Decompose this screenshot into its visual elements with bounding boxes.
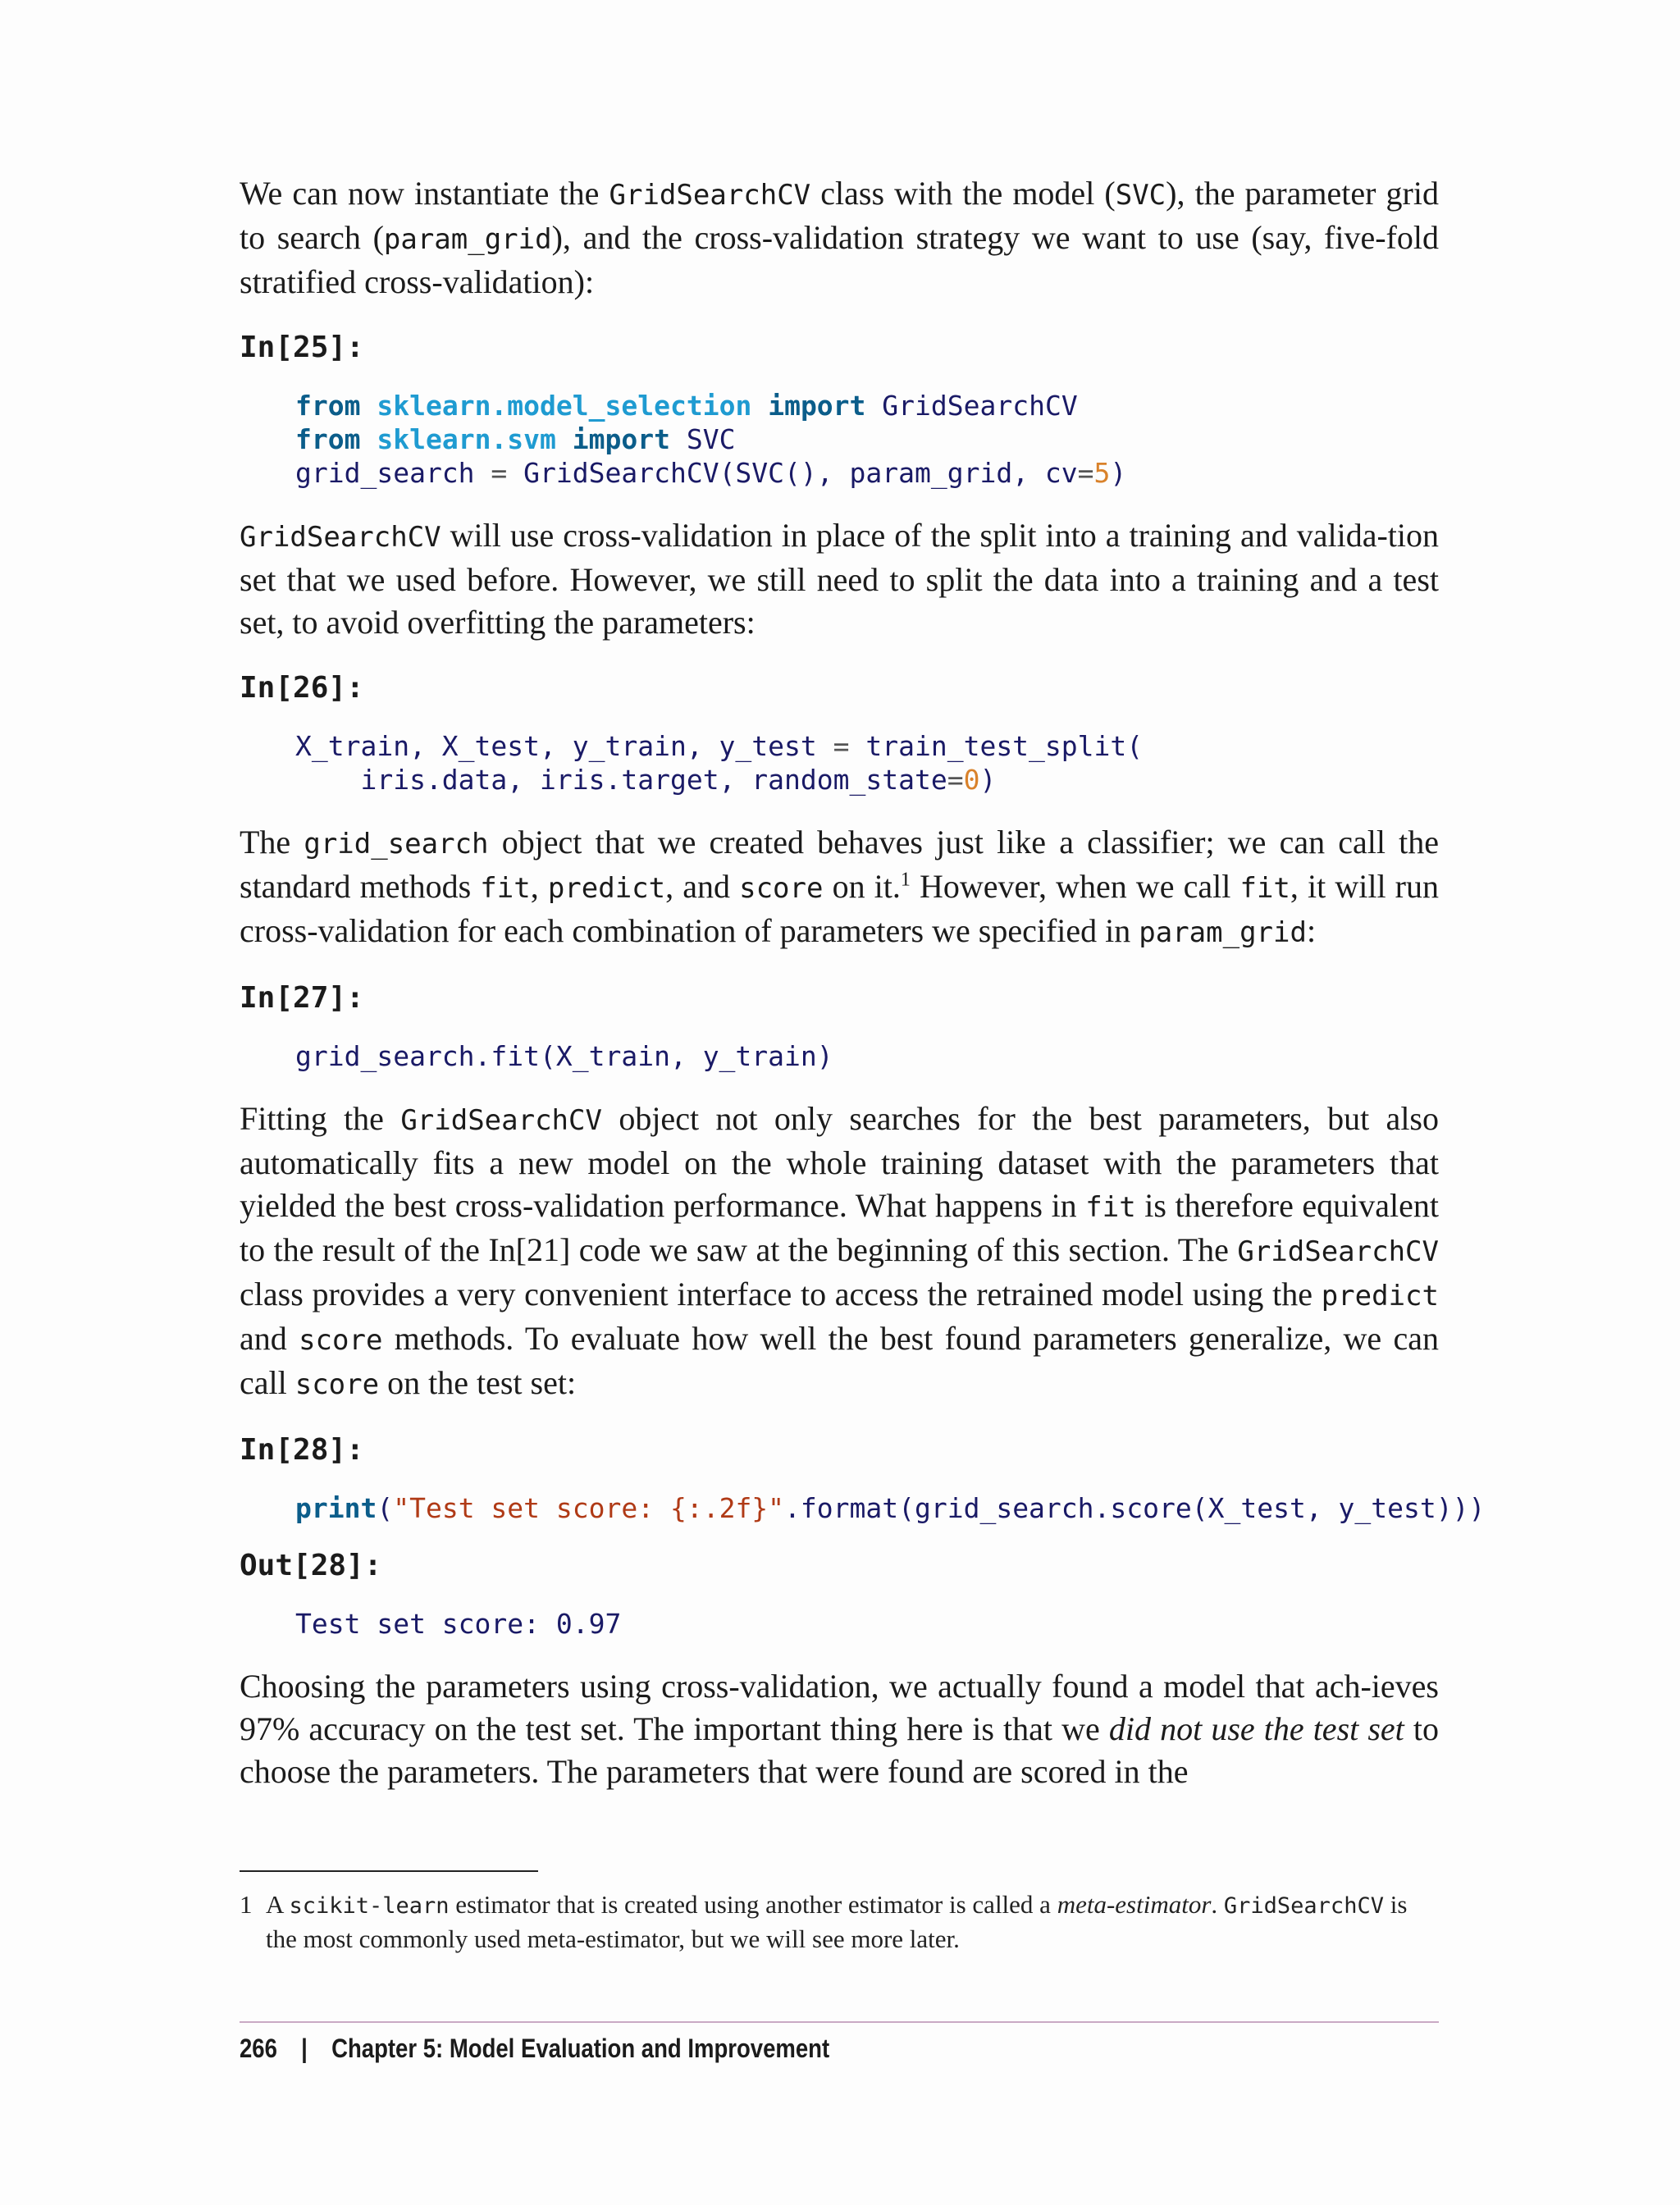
keyword: import bbox=[572, 423, 670, 455]
string-literal: "Test set score: {:.2f}" bbox=[393, 1492, 785, 1524]
code-text: grid_search.fit(X_train, y_train) bbox=[295, 1040, 833, 1072]
footnote-ref[interactable]: 1 bbox=[900, 869, 911, 891]
inline-code: predict bbox=[547, 872, 666, 905]
inline-code: scikit-learn bbox=[289, 1893, 450, 1919]
inline-code: SVC bbox=[1115, 179, 1166, 212]
text: The bbox=[240, 824, 304, 861]
inline-code: fit bbox=[480, 872, 531, 905]
inline-code: GridSearchCV bbox=[1237, 1235, 1439, 1268]
text: Fitting the bbox=[240, 1100, 401, 1137]
text: and bbox=[240, 1320, 299, 1357]
keyword: print bbox=[295, 1492, 377, 1524]
emphasis: meta-estimator bbox=[1057, 1890, 1212, 1919]
code-text: iris.data, iris.target, random_state bbox=[295, 764, 947, 796]
footnote-line-2: the most commonly used meta-estimator, but we will see more later. bbox=[266, 1924, 960, 1953]
cell-label-in28: In[28]: bbox=[240, 1433, 364, 1467]
inline-code: GridSearchCV bbox=[240, 521, 441, 554]
inline-code: GridSearchCV bbox=[609, 179, 811, 212]
output-block-out28 bbox=[240, 1607, 1439, 1641]
module-name: sklearn.svm bbox=[377, 423, 556, 455]
inline-code: GridSearchCV bbox=[400, 1104, 602, 1137]
text: . bbox=[1211, 1890, 1224, 1919]
text: : bbox=[1306, 912, 1317, 949]
page-number: 266 bbox=[240, 2034, 277, 2063]
paragraph-choosing bbox=[240, 1665, 1439, 1793]
text: methods. To evaluate how well the best found parameters generalize, we can call bbox=[240, 1320, 1439, 1401]
inline-code: score bbox=[299, 1324, 383, 1357]
paragraph-gridsearchcv bbox=[240, 514, 1439, 644]
number-literal: 5 bbox=[1093, 457, 1111, 489]
cell-label-in25: In[25]: bbox=[240, 331, 364, 364]
inline-code: predict bbox=[1321, 1280, 1439, 1312]
cell-label-in26: In[26]: bbox=[240, 671, 364, 705]
text: on it. bbox=[823, 868, 901, 905]
code-block-in27 bbox=[240, 1039, 1439, 1073]
operator: = bbox=[816, 730, 866, 762]
footer-separator: | bbox=[301, 2034, 308, 2063]
inline-code: GridSearchCV bbox=[1223, 1893, 1384, 1919]
code-block-in26 bbox=[240, 729, 1439, 797]
operator: = bbox=[474, 457, 524, 489]
inline-code: fit bbox=[1085, 1191, 1136, 1224]
code-text: train_test_split( bbox=[865, 730, 1144, 762]
footer-divider bbox=[240, 2021, 1439, 2023]
text: , bbox=[530, 868, 548, 905]
text: will use cross-validation in place of the split into a training and valida-tion set that we used before. However, we still need to split the data into a training and a test set, to avoid overfitting the parameters: bbox=[240, 517, 1439, 641]
text: , and bbox=[665, 868, 740, 905]
code-text: ( bbox=[377, 1492, 394, 1524]
text: is therefore equivalent to the result of the In[21] code we saw at the beginning of this section. The bbox=[240, 1187, 1439, 1268]
emphasis: did not use the test set bbox=[1108, 1710, 1404, 1747]
text: ), the parameter grid to search ( bbox=[240, 175, 1439, 256]
operator: = bbox=[1077, 457, 1094, 489]
text: on the test set: bbox=[379, 1364, 577, 1401]
code-block-in28 bbox=[240, 1491, 1486, 1525]
paragraph-grid-search-object bbox=[240, 821, 1439, 954]
inline-code: param_grid bbox=[383, 223, 552, 256]
keyword: from bbox=[295, 390, 361, 422]
inline-code: score bbox=[294, 1368, 380, 1401]
paragraph-fitting bbox=[240, 1098, 1439, 1406]
page-content bbox=[240, 172, 1486, 1793]
text: estimator that is created using another estimator is called a bbox=[449, 1890, 1057, 1919]
keyword: from bbox=[295, 423, 361, 455]
module-name: sklearn.model_selection bbox=[377, 390, 752, 422]
output-text: Test set score: 0.97 bbox=[295, 1608, 622, 1640]
keyword: import bbox=[768, 390, 866, 422]
footnote-divider bbox=[240, 1870, 538, 1872]
inline-code: score bbox=[739, 872, 824, 905]
inline-code: fit bbox=[1239, 872, 1290, 905]
text: object not only searches for the best parameters, but also automatically fits a new model on the whole training dataset with the parameters that yielded the best cross-validation performance. What happens in bbox=[240, 1100, 1439, 1224]
text: to choose the parameters. The parameters that were found are scored in the bbox=[240, 1710, 1439, 1790]
text: Choosing the parameters using cross-validation, we actually found a model that ach-ieves 97% accuracy on the test set. The important thing here is that we bbox=[240, 1668, 1439, 1747]
identifier: GridSearchCV bbox=[882, 390, 1078, 422]
cell-label-in27: In[27]: bbox=[240, 981, 364, 1015]
text: is bbox=[1383, 1890, 1408, 1919]
inline-code: param_grid bbox=[1139, 916, 1307, 949]
cell-label-out28: Out[28]: bbox=[240, 1549, 382, 1582]
number-literal: 0 bbox=[963, 764, 980, 796]
page-footer bbox=[240, 2029, 829, 2067]
text: A bbox=[266, 1890, 290, 1919]
text: class provides a very convenient interface to access the retrained model using the bbox=[240, 1276, 1322, 1312]
text: However, when we call bbox=[910, 868, 1240, 905]
text: object that we created behaves just like a classifier; we can call the standard methods bbox=[240, 824, 1440, 905]
footnote bbox=[240, 1888, 1439, 1956]
identifier: SVC bbox=[686, 423, 736, 455]
text: , it will run cross-validation for each combination of parameters we specified in bbox=[240, 868, 1439, 949]
text: ), and the cross-validation strategy we want to use (say, five-fold stratified cross-validation): bbox=[240, 219, 1439, 300]
inline-code: grid_search bbox=[304, 828, 489, 861]
code-text: X_train, X_test, y_train, y_test bbox=[295, 730, 817, 762]
code-text: .format(grid_search.score(X_test, y_test))) bbox=[784, 1492, 1486, 1524]
code-block-in25 bbox=[240, 389, 1439, 490]
operator: = bbox=[947, 764, 964, 796]
identifier: grid_search bbox=[295, 457, 475, 489]
chapter-title: Chapter 5: Model Evaluation and Improvement bbox=[331, 2034, 830, 2063]
paragraph-intro bbox=[240, 172, 1439, 304]
text: We can now instantiate the bbox=[240, 175, 609, 212]
footnote-number: 1 bbox=[240, 1890, 253, 1919]
text: class with the model ( bbox=[810, 175, 1116, 212]
code-text: ) bbox=[979, 764, 997, 796]
code-text: ) bbox=[1110, 457, 1127, 489]
code-text: GridSearchCV(SVC(), param_grid, cv bbox=[523, 457, 1078, 489]
